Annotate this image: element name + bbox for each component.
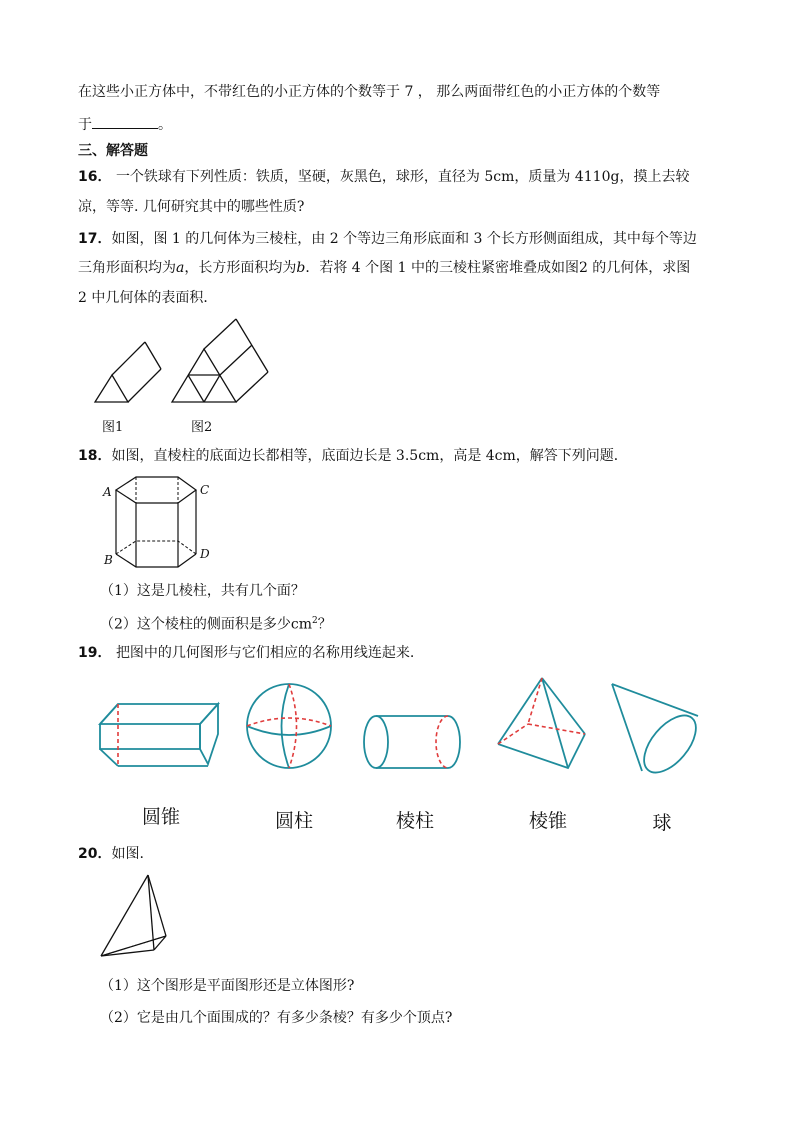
q18-line1 [78, 446, 628, 466]
q18-number: 18． [78, 448, 112, 464]
section-title: 三、解答题 [78, 143, 148, 159]
q17-line1 [78, 229, 697, 249]
vertex-label-d: D [200, 547, 210, 561]
q19-shapes [90, 674, 710, 784]
q20-line1 [78, 844, 144, 864]
vertex-label-c: C [200, 483, 210, 497]
q18-sub2-post: ？ [317, 616, 332, 633]
q18-sub2 [100, 611, 332, 635]
vertex-label-a: A [103, 485, 112, 499]
tetrahedron-figure [98, 870, 174, 960]
name-label-cylinder: 圆柱 [274, 810, 313, 832]
q16-line2: 凉，等等. 几何研究其中的哪些性质? [78, 199, 305, 215]
fig1-triangular-prism [95, 342, 161, 402]
name-label-sphere: 球 [652, 812, 672, 834]
name-label-prism: 棱柱 [395, 810, 434, 832]
q17-text2-mid: ，长方形面积均为 [184, 260, 297, 276]
vertex-label-b: B [104, 553, 113, 567]
q16-number: 16． [78, 169, 112, 185]
q16-line1 [78, 167, 689, 187]
q17-figures [90, 315, 280, 410]
q20-sub1: （1）这个图形是平面图形还是立体图形? [100, 978, 355, 994]
fig2-caption: 图2 [191, 420, 213, 435]
hexagonal-prism-figure [112, 472, 212, 572]
q19-text1: 把图中的几何图形与它们相应的名称用线连起来. [115, 645, 415, 661]
q15-line2 [78, 114, 172, 135]
q19-line1 [78, 643, 414, 663]
var-b: b [296, 260, 306, 276]
q19-number: 19． [78, 645, 112, 661]
fig2-stacked-prisms [172, 319, 268, 402]
q18-sub1: （1）这是几棱柱，共有几个面？ [100, 583, 305, 599]
shape-cone [612, 684, 706, 782]
fig1-caption: 图1 [102, 420, 124, 435]
q17-text2-post: ．若将 4 个图 1 中的三棱柱紧密堆叠成如图2 的几何体，求图 [305, 260, 691, 276]
q20-sub2: （2）它是由几个面围成的？有多少条棱？有多少个顶点? [100, 1010, 453, 1026]
q17-text1: 如图，图 1 的几何体为三棱柱，由 2 个等边三角形底面和 3 个长方形侧面组成，其中每个等边 [111, 231, 697, 247]
name-label-pyramid: 棱锥 [528, 810, 567, 832]
shape-cylinder [364, 716, 460, 768]
q15-line1: 在这些小正方体中，不带红色的小正方体的个数等于 7 ， 那么两面带红色的小正方体的个数等 [78, 84, 661, 100]
q17-line3: 2 中几何体的表面积． [78, 290, 218, 306]
q20-text1: 如图. [111, 846, 144, 862]
q17-text2-pre: 三角形面积均为 [78, 260, 176, 276]
q20-number: 20． [78, 846, 112, 862]
q17-line2 [78, 258, 690, 278]
q15-line2-pre: 于 [78, 117, 92, 133]
shape-pyramid [498, 678, 585, 768]
q16-text1: 一个铁球有下列性质：铁质，坚硬，灰黑色，球形，直径为 5cm，质量为 4110g，摸上去较 [115, 169, 690, 185]
shape-sphere [247, 684, 331, 768]
q18-text1: 如图，直棱柱的底面边长都相等，底面边长是 3.5cm，高是 4cm，解答下列问题． [111, 448, 628, 464]
q18-sub2-pre: （2）这个棱柱的侧面积是多少cm [100, 616, 313, 633]
answer-blank [92, 114, 158, 129]
name-label-cone: 圆锥 [141, 806, 180, 828]
q18-sub2-sup: 2 [312, 616, 318, 626]
q17-number: 17． [78, 231, 112, 247]
q15-line2-post: 。 [158, 117, 172, 133]
var-a: a [176, 260, 185, 276]
